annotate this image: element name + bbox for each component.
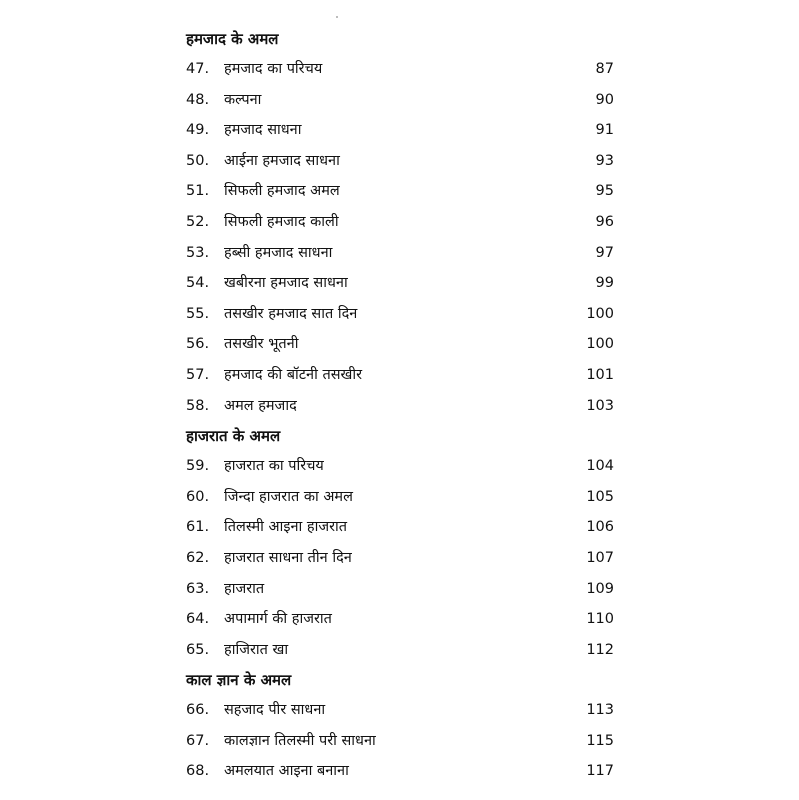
toc-entry (184, 695, 614, 726)
entry-page: 100 (586, 305, 614, 322)
entry-page: 103 (586, 397, 614, 414)
entry-number: 52. (186, 213, 210, 230)
entry-number: 57. (186, 366, 210, 383)
toc-entry (184, 482, 614, 513)
toc-entry (184, 329, 614, 360)
entry-page: 93 (595, 152, 614, 169)
entry-number: 65. (186, 641, 210, 658)
entry-number: 48. (186, 91, 210, 108)
toc-entry (184, 115, 614, 146)
entry-title: अमल हमजाद (224, 397, 297, 414)
entry-title: सहजाद पीर साधना (224, 702, 326, 719)
entry-title: हाजरात का परिचय (224, 458, 324, 475)
entry-title: खबीरना हमजाद साधना (224, 275, 348, 292)
toc-entry (184, 512, 614, 543)
entry-title: हाजरात (224, 580, 265, 597)
entry-number: 53. (186, 244, 210, 261)
entry-title: हमजाद का परिचय (224, 61, 323, 77)
toc-entry (184, 451, 614, 482)
section-heading-hamjad: हमजाद के अमल (186, 30, 279, 48)
entry-page: 110 (586, 611, 614, 628)
entry-number: 66. (186, 702, 210, 719)
entry-page: 90 (595, 91, 614, 108)
entry-title: सिफली हमजाद काली (224, 213, 339, 230)
entry-page: 112 (586, 641, 614, 658)
entry-page: 96 (595, 213, 614, 230)
entry-title: अमलयात आइना बनाना (224, 763, 349, 780)
entry-title: तिलस्मी आइना हाजरात (224, 519, 348, 536)
entry-page: 101 (586, 366, 614, 383)
toc-entry (184, 238, 614, 269)
entry-page: 100 (586, 336, 614, 353)
toc-entry (184, 85, 614, 116)
entry-page: 91 (595, 122, 614, 139)
entry-number: 63. (186, 580, 210, 597)
entry-page: 95 (595, 183, 614, 200)
section-heading-hajrat: हाजरात के अमल (186, 427, 281, 446)
entry-number: 68. (186, 763, 210, 780)
toc-entry (184, 54, 614, 85)
toc-entry (184, 176, 614, 207)
entry-title: हाजरात साधना तीन दिन (224, 549, 352, 566)
table-of-contents (184, 24, 614, 787)
entry-number: 62. (186, 549, 210, 566)
toc-entry (184, 574, 614, 605)
toc-entry (184, 360, 614, 391)
entry-title: हाजिरात खा (224, 641, 289, 658)
entry-page: 97 (595, 244, 614, 261)
entry-page: 107 (586, 549, 614, 566)
entry-title: तसखीर हमजाद सात दिन (224, 305, 358, 322)
entry-number: 64. (186, 611, 210, 628)
entry-title: कालज्ञान तिलस्मी परी साधना (224, 732, 376, 749)
entry-page: 113 (586, 702, 614, 719)
entry-page: 115 (586, 732, 614, 749)
entry-title: तसखीर भूतनी (224, 336, 299, 353)
entry-number: 49. (186, 122, 210, 139)
entry-title: हमजाद की बॉटनी तसखीर (224, 366, 363, 383)
entry-page: 105 (586, 488, 614, 505)
entry-number: 50. (186, 152, 210, 169)
entry-number: 56. (186, 336, 210, 353)
entry-number: 54. (186, 275, 210, 292)
toc-entry (184, 726, 614, 757)
toc-entry (184, 268, 614, 299)
entry-page: 87 (595, 61, 614, 77)
scan-speck (336, 16, 338, 18)
entry-number: 47. (186, 61, 210, 77)
entry-title: अपामार्ग की हाजरात (224, 611, 332, 628)
toc-entry (184, 543, 614, 574)
entry-page: 99 (595, 275, 614, 292)
toc-entry (184, 207, 614, 238)
entry-page: 117 (586, 763, 614, 780)
entry-number: 59. (186, 458, 210, 475)
entry-number: 67. (186, 732, 210, 749)
entry-number: 55. (186, 305, 210, 322)
toc-entry (184, 299, 614, 330)
entry-title: हब्सी हमजाद साधना (224, 244, 333, 261)
entry-page: 109 (586, 580, 614, 597)
entry-number: 51. (186, 183, 210, 200)
toc-entry (184, 756, 614, 787)
toc-entry (184, 146, 614, 177)
toc-entry (184, 391, 614, 422)
entry-title: सिफली हमजाद अमल (224, 183, 340, 200)
entry-title: आईना हमजाद साधना (224, 152, 340, 169)
entry-page: 106 (586, 519, 614, 536)
section-heading-kalgyan: काल ज्ञान के अमल (186, 671, 292, 690)
entry-title: हमजाद साधना (224, 122, 302, 139)
entry-number: 58. (186, 397, 210, 414)
toc-entry (184, 635, 614, 666)
toc-entry (184, 604, 614, 635)
entry-title: कल्पना (224, 91, 262, 108)
entry-title: जिन्दा हाजरात का अमल (224, 488, 353, 505)
entry-page: 104 (586, 458, 614, 475)
entry-number: 60. (186, 488, 210, 505)
entry-number: 61. (186, 519, 210, 536)
